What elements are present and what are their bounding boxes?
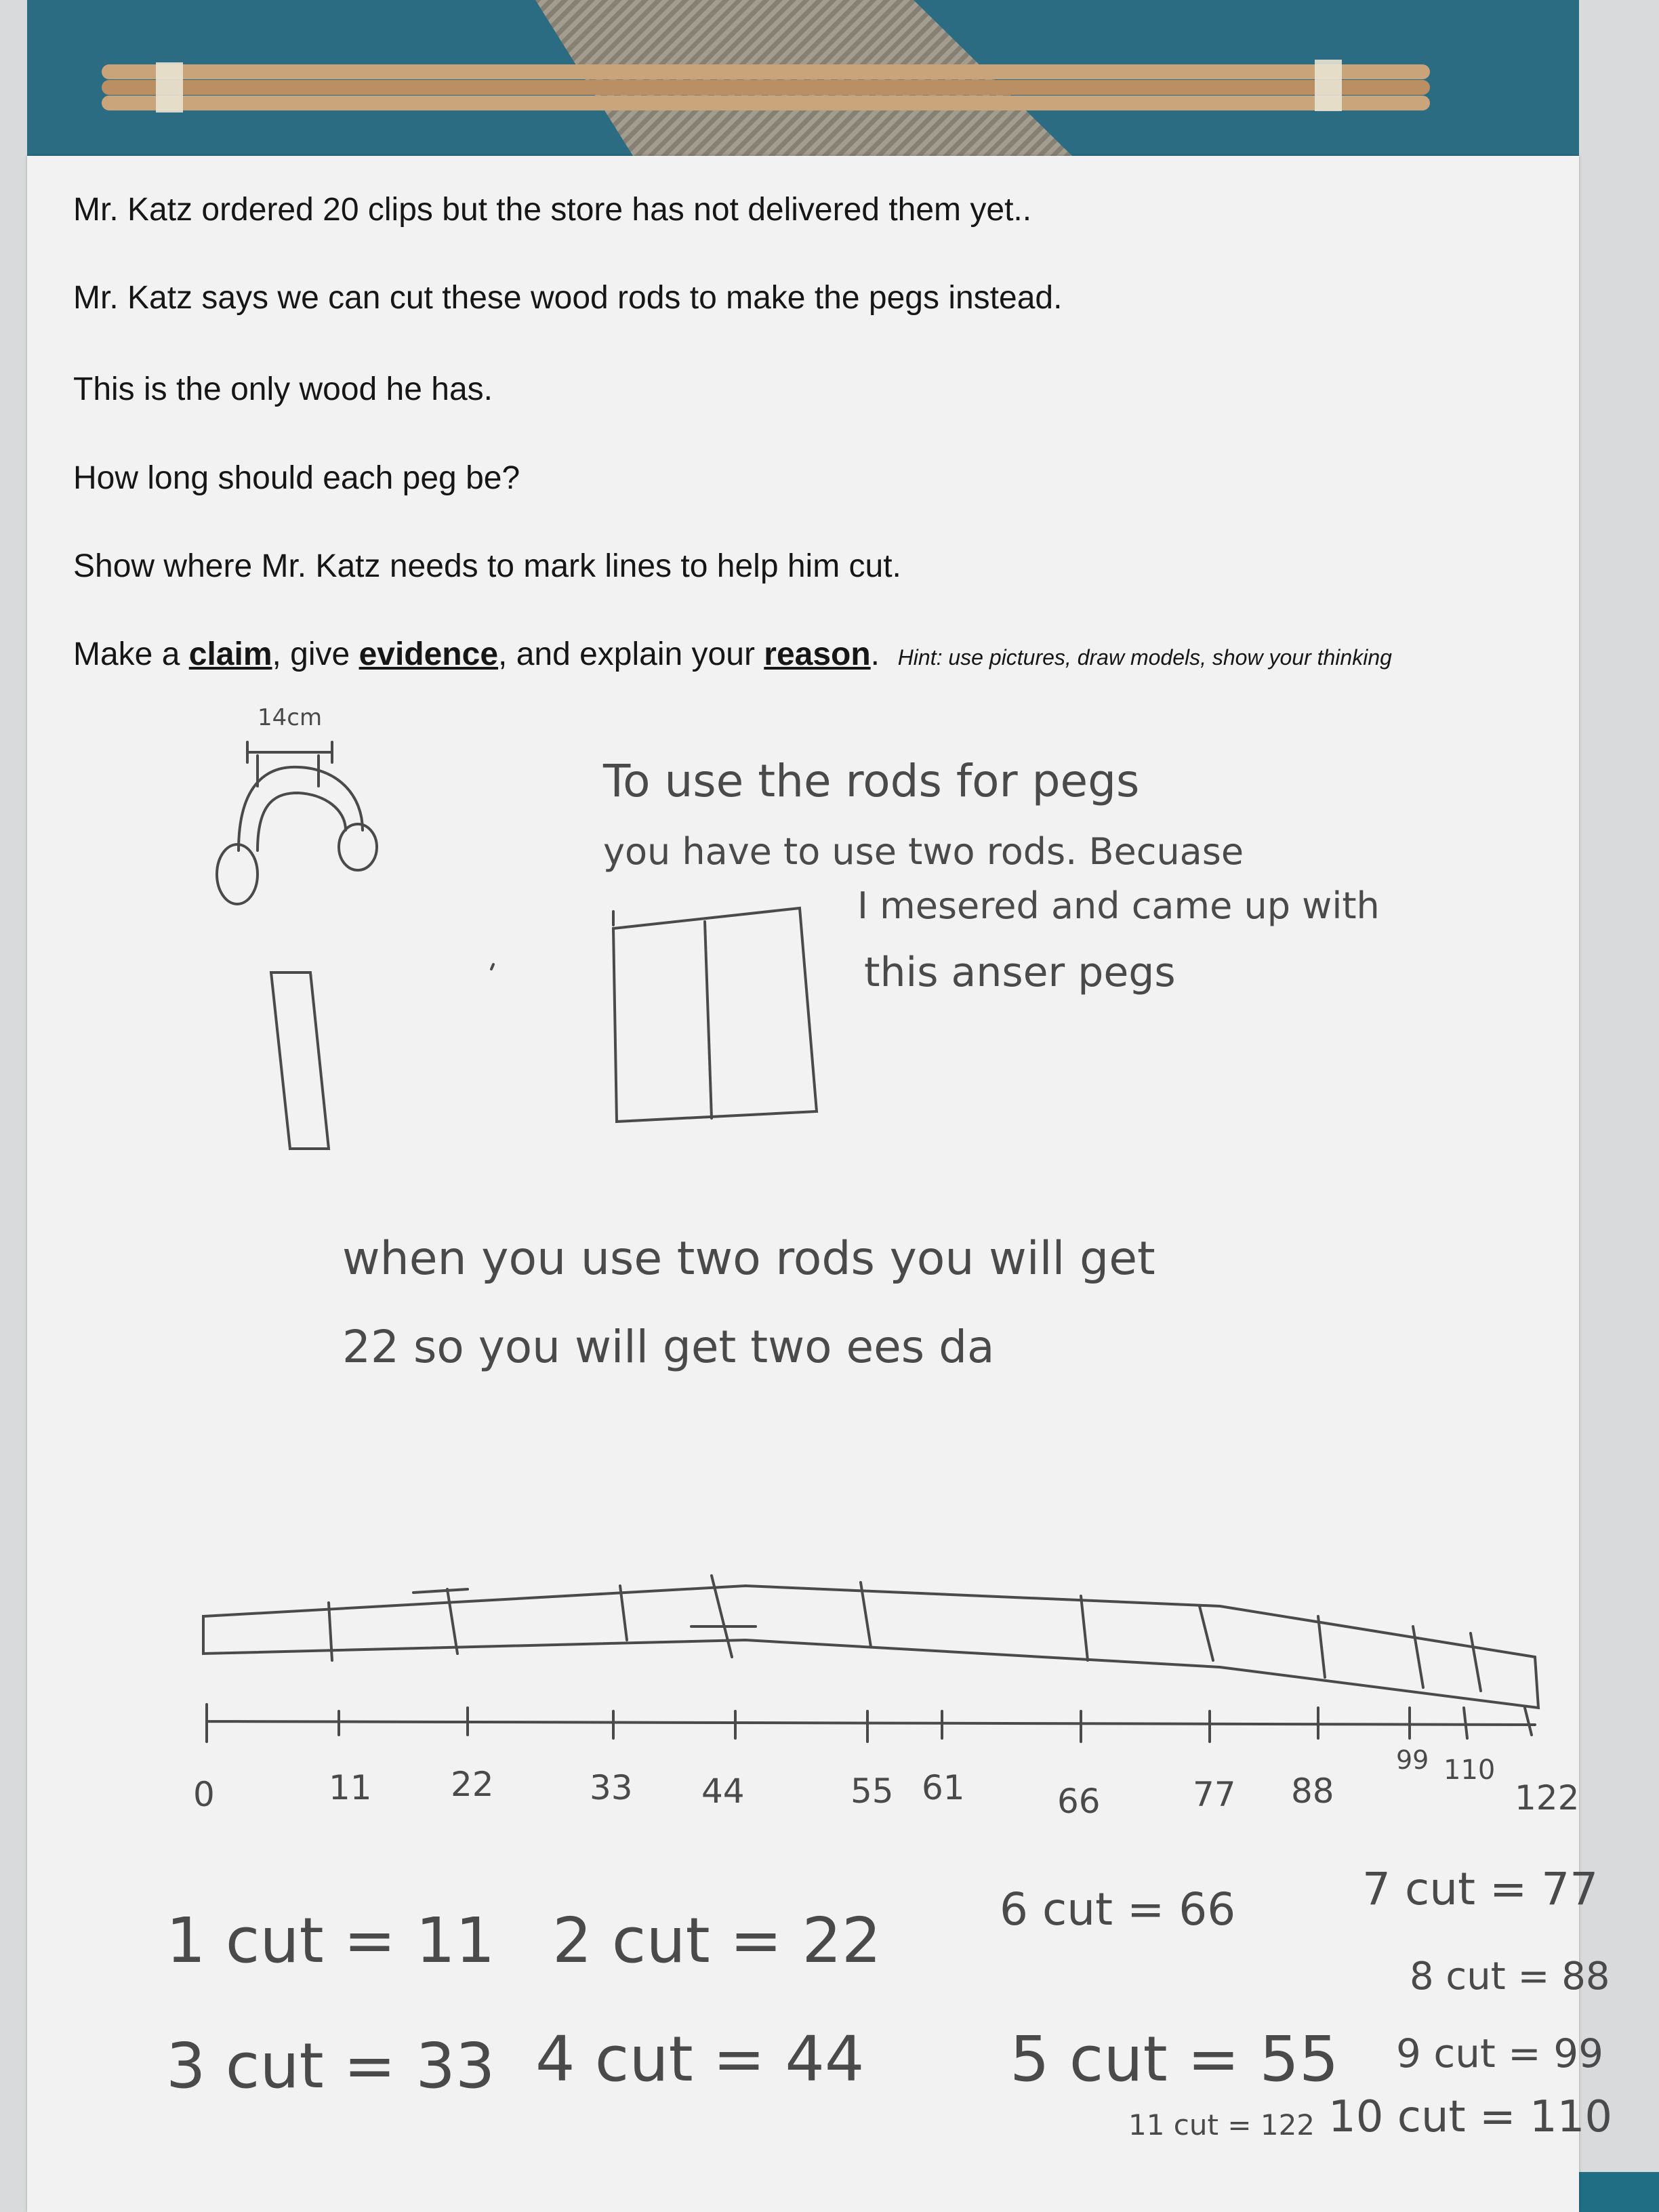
tick-label: 33 xyxy=(590,1768,633,1807)
tick-label: 110 xyxy=(1443,1755,1496,1786)
reason-keyword: reason xyxy=(764,636,871,672)
tick-label: 99 xyxy=(1396,1745,1429,1775)
measure-label: 14cm xyxy=(258,704,323,731)
tick-label: 55 xyxy=(851,1771,894,1811)
cut-equation: 7 cut = 77 xyxy=(1362,1863,1599,1915)
prompt-line-2: Mr. Katz says we can cut these wood rods to make the pegs instead. xyxy=(73,280,1063,316)
prompt-text: . xyxy=(870,636,880,672)
claim-line-2: you have to use two rods. Becuase xyxy=(603,830,1244,873)
prompt-line-1: Mr. Katz ordered 20 clips but the store has not delivered them yet.. xyxy=(73,192,1032,228)
tick-label: 122 xyxy=(1515,1778,1580,1818)
evidence-keyword: evidence xyxy=(359,636,499,672)
cut-equation: 5 cut = 55 xyxy=(1010,2023,1339,2095)
tick-label: 22 xyxy=(451,1765,494,1804)
cut-equations xyxy=(166,1863,1612,2142)
tick-label: 88 xyxy=(1291,1771,1334,1811)
cut-equation: 3 cut = 33 xyxy=(166,2030,495,2102)
claim-keyword: claim xyxy=(188,636,272,672)
cut-equation: 2 cut = 22 xyxy=(552,1904,882,1977)
tick-mark xyxy=(491,964,493,969)
measure-marks xyxy=(258,756,319,786)
prompt-text: , and explain your xyxy=(498,636,764,672)
cut-equation: 11 cut = 122 xyxy=(1128,2108,1315,2142)
tick-label: 77 xyxy=(1193,1775,1236,1814)
claim-line-4: this anser pegs xyxy=(864,949,1176,996)
cut-equation: 6 cut = 66 xyxy=(1000,1883,1236,1936)
peg-sketch xyxy=(271,972,329,1149)
tick-label: 44 xyxy=(701,1771,745,1811)
prompt-line-5: Show where Mr. Katz needs to mark lines to help him cut. xyxy=(73,548,901,584)
tick-label: 66 xyxy=(1057,1782,1101,1821)
number-line-labels xyxy=(193,1745,1579,1821)
rods-divider xyxy=(613,912,712,1118)
number-line xyxy=(207,1704,1535,1742)
cut-equation: 8 cut = 88 xyxy=(1410,1954,1610,1999)
rods-box xyxy=(613,908,817,1122)
evidence-line-2: 22 so you will get two ees da xyxy=(342,1321,995,1373)
cut-equation: 10 cut = 110 xyxy=(1328,2092,1613,2142)
clip-end-right xyxy=(339,824,377,870)
tick-label: 61 xyxy=(922,1768,965,1807)
hint-text: Hint: use pictures, draw models, show your thinking xyxy=(897,645,1392,670)
claim-line-1: To use the rods for pegs xyxy=(603,755,1140,807)
cut-equation: 9 cut = 99 xyxy=(1396,2030,1604,2076)
prompt-line-3: This is the only wood he has. xyxy=(73,371,493,407)
prompt-text: Make a xyxy=(73,636,189,672)
cut-equation: 4 cut = 44 xyxy=(535,2023,865,2095)
prompt-line-4: How long should each peg be? xyxy=(73,460,520,496)
tick-label: 0 xyxy=(193,1775,215,1814)
claim-line-3: I mesered and came up with xyxy=(857,884,1380,927)
clip-end-left xyxy=(217,844,258,904)
tick-label: 11 xyxy=(329,1768,372,1807)
cut-equation: 1 cut = 11 xyxy=(166,1904,495,1977)
evidence-line-1: when you use two rods you will get xyxy=(342,1232,1155,1286)
prompt-text: , give xyxy=(272,636,359,672)
